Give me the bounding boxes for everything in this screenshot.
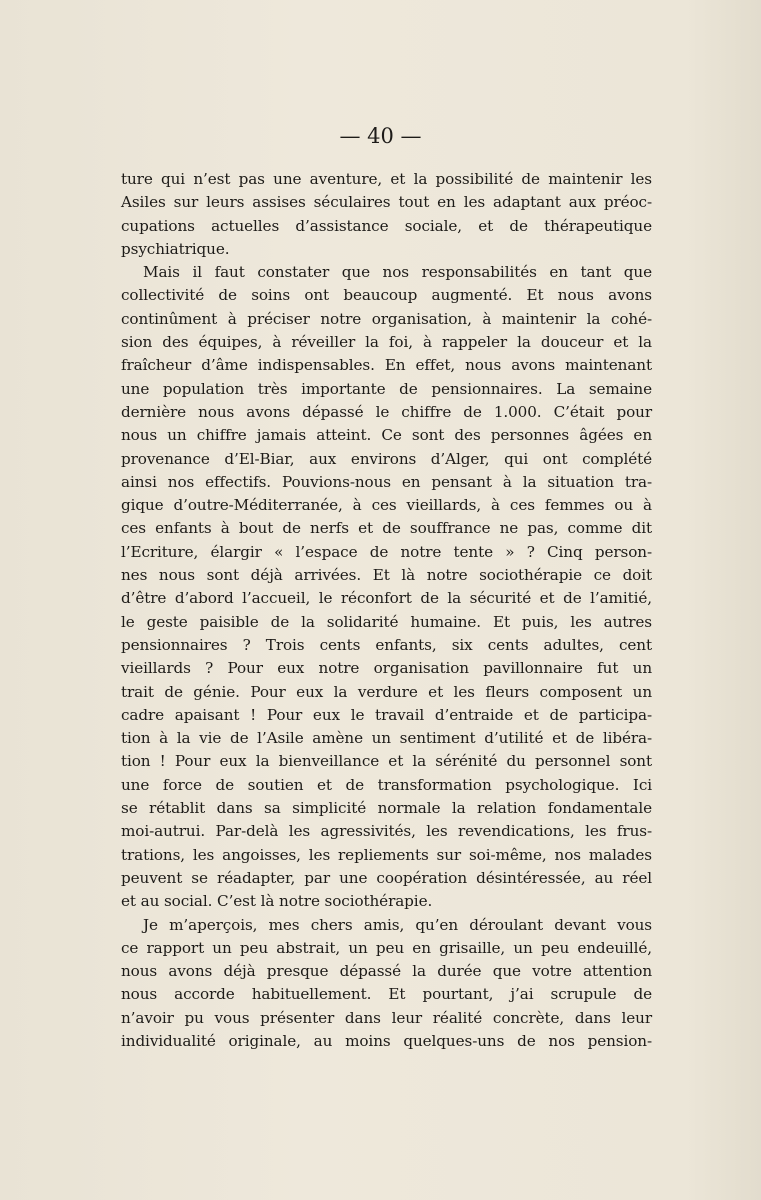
text-line: nes nous sont déjà arrivées. Et là notre sociothérapie ce doit: [121, 566, 652, 585]
text-line: une population très importante de pensionnaires. La semaine: [121, 379, 652, 398]
text-line: fraîcheur d’âme indispensables. En effet, nous avons maintenant: [121, 356, 652, 375]
text-line: Asiles sur leurs assises séculaires tout en les adaptant aux préoc-: [121, 193, 652, 212]
text-line: n’avoir pu vous présenter dans leur réalité concrète, dans leur: [121, 1008, 652, 1027]
text-line: nous accorde habituellement. Et pourtant, j’ai scrupule de: [121, 985, 652, 1004]
text-line: ture qui n’est pas une aventure, et la possibilité de maintenir les: [121, 170, 652, 188]
text-line: Mais il faut constater que nos responsabilités en tant que: [143, 263, 652, 282]
text-line: et au social. C’est là notre sociothérapie.: [121, 892, 433, 911]
text-line: se rétablit dans sa simplicité normale la relation fondamentale: [121, 799, 652, 818]
text-line: individualité originale, au moins quelques-uns de nos pension-: [121, 1031, 652, 1050]
text-line: trait de génie. Pour eux la verdure et les fleurs composent un: [121, 682, 652, 701]
text-line: continûment à préciser notre organisation, à maintenir la cohé-: [121, 309, 652, 328]
text-line: d’être d’abord l’accueil, le réconfort de la sécurité et de l’amitié,: [121, 589, 652, 608]
text-line: provenance d’El-Biar, aux environs d’Alger, qui ont complété: [121, 449, 652, 468]
text-line: nous avons déjà presque dépassé la durée que votre attention: [121, 962, 652, 981]
text-line: dernière nous avons dépassé le chiffre de 1.000. C’était pour: [121, 402, 652, 421]
text-line: le geste paisible de la solidarité humaine. Et puis, les autres: [121, 612, 652, 631]
text-line: une force de soutien et de transformation psychologique. Ici: [121, 775, 652, 794]
text-line: trations, les angoisses, les repliements sur soi-même, nos malades: [121, 845, 652, 864]
text-line: psychiatrique.: [121, 239, 230, 258]
text-line: ces enfants à bout de nerfs et de souffrance ne pas, comme dit: [121, 519, 652, 538]
text-line: vieillards ? Pour eux notre organisation pavillonnaire fut un: [121, 659, 652, 678]
body-text: [121, 168, 652, 1053]
text-line: collectivité de soins ont beaucoup augmenté. Et nous avons: [121, 286, 652, 305]
text-line: pensionnaires ? Trois cents enfants, six cents adultes, cent: [121, 635, 652, 654]
text-line: nous un chiffre jamais atteint. Ce sont des personnes âgées en: [121, 426, 652, 445]
text-line: cupations actuelles d’assistance sociale, et de thérapeutique: [121, 216, 652, 235]
text-line: l’Ecriture, élargir « l’espace de notre tente » ? Cinq person-: [121, 542, 652, 561]
text-line: ainsi nos effectifs. Pouvions-nous en pensant à la situation tra-: [121, 472, 652, 491]
text-line: tion ! Pour eux la bienveillance et la sérénité du personnel sont: [121, 752, 652, 771]
text-line: moi-autrui. Par-delà les agressivités, les revendications, les frus-: [121, 822, 652, 841]
text-line: peuvent se réadapter, par une coopération désintéressée, au réel: [121, 868, 652, 887]
text-line: gique d’outre-Méditerranée, à ces vieillards, à ces femmes ou à: [121, 496, 652, 515]
text-line: cadre apaisant ! Pour eux le travail d’entraide et de participa-: [121, 705, 652, 724]
page-number: — 40 —: [339, 124, 422, 148]
text-line: Je m’aperçois, mes chers amis, qu’en déroulant devant vous: [143, 915, 652, 934]
text-line: ce rapport un peu abstrait, un peu en grisaille, un peu endeuillé,: [121, 938, 652, 957]
text-line: tion à la vie de l’Asile amène un sentiment d’utilité et de libéra-: [121, 729, 652, 748]
text-line: sion des équipes, à réveiller la foi, à rappeler la douceur et la: [121, 333, 652, 352]
